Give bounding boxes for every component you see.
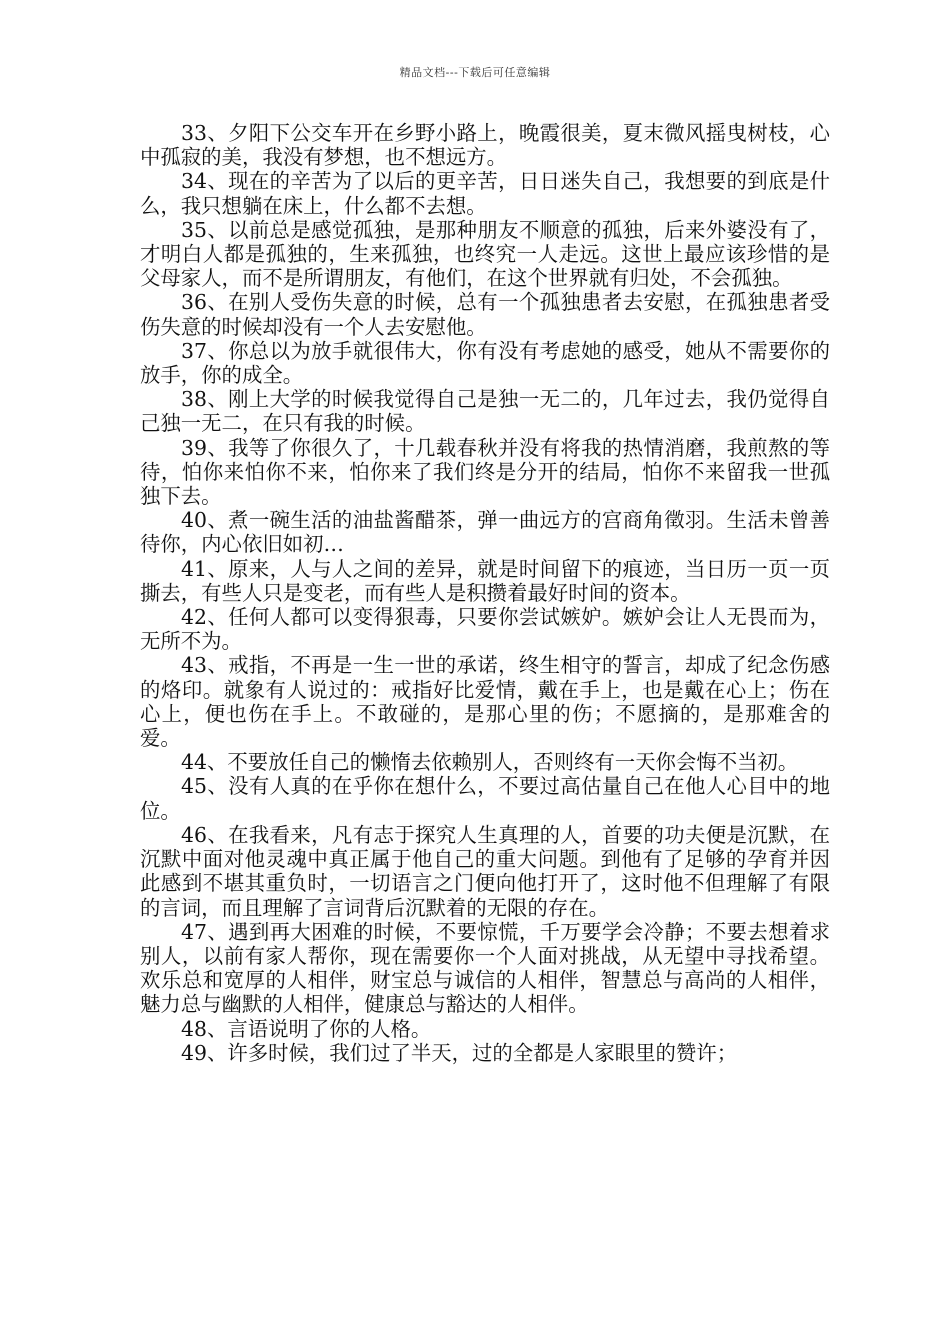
paragraph-42: 42、任何人都可以变得狠毒，只要你尝试嫉妒。嫉妒会让人无畏而为，无所不为。 [140, 605, 830, 654]
paragraph-46: 46、在我看来，凡有志于探究人生真理的人，首要的功夫便是沉默，在沉默中面对他灵魂中真正属于他自己的重大问题。到他有了足够的孕育并因此感到不堪其重负时，一切语言之门便向他打开了，这时他不但理解了有限的言词，而且理解了言词背后沉默着的无限的存在。 [140, 822, 830, 920]
paragraph-47: 47、遇到再大困难的时候，不要惊慌，千万要学会冷静；不要去想着求别人，以前有家人帮你，现在需要你一个人面对挑战，从无望中寻找希望。欢乐总和宽厚的人相伴，财宝总与诚信的人相伴，智慧总与高尚的人相伴，魅力总与幽默的人相伴，健康总与豁达的人相伴。 [140, 919, 830, 1017]
paragraph-41: 41、原来，人与人之间的差异，就是时间留下的痕迹，当日历一页一页撕去，有些人只是变老，而有些人是积攒着最好时间的资本。 [140, 556, 830, 605]
paragraph-39: 39、我等了你很久了，十几载春秋并没有将我的热情消磨，我煎熬的等待，怕你来怕你不来，怕你来了我们终是分开的结局，怕你不来留我一世孤独下去。 [140, 435, 830, 509]
paragraph-38: 38、刚上大学的时候我觉得自己是独一无二的，几年过去，我仍觉得自己独一无二，在只有我的时候。 [140, 387, 830, 436]
paragraph-40: 40、煮一碗生活的油盐酱醋茶，弹一曲远方的宫商角徵羽。生活未曾善待你，内心依旧如初… [140, 508, 830, 557]
document-body [140, 121, 830, 1065]
paragraph-34: 34、现在的辛苦为了以后的更辛苦，日日迷失自己，我想要的到底是什么，我只想躺在床上，什么都不去想。 [140, 169, 830, 218]
paragraph-43: 43、戒指，不再是一生一世的承诺，终生相守的誓言，却成了纪念伤感的烙印。就象有人说过的：戒指好比爱情，戴在手上，也是戴在心上；伤在心上，便也伤在手上。不敢碰的，是那心里的伤；不愿摘的，是那难舍的爱。 [140, 653, 830, 751]
page-header: 精品文档---下载后可任意编辑 [399, 66, 551, 79]
paragraph-49: 49、许多时候，我们过了半天，过的全都是人家眼里的赞许； [181, 1040, 738, 1065]
paragraph-37: 37、你总以为放手就很伟大，你有没有考虑她的感受，她从不需要你的放手，你的成全。 [140, 338, 830, 388]
paragraph-33: 33、夕阳下公交车开在乡野小路上，晚霞很美，夏末微风摇曳树枝，心中孤寂的美，我没有梦想，也不想远方。 [140, 121, 830, 170]
paragraph-36: 36、在别人受伤失意的时候，总有一个孤独患者去安慰，在孤独患者受伤失意的时候却没有一个人去安慰他。 [140, 290, 830, 339]
paragraph-45: 45、没有人真的在乎你在想什么，不要过高估量自己在他人心目中的地位。 [140, 774, 830, 823]
paragraph-35: 35、以前总是感觉孤独，是那种朋友不顺意的孤独，后来外婆没有了，才明白人都是孤独的，生来孤独，也终究一人走远。这世上最应该珍惜的是父母家人，而不是所谓朋友，有他们，在这个世界就有归处，不会孤独。 [140, 217, 830, 291]
paragraph-48: 48、言语说明了你的人格。 [181, 1016, 432, 1041]
paragraph-44: 44、不要放任自己的懒惰去依赖别人，否则终有一天你会悔不当初。 [181, 750, 799, 775]
